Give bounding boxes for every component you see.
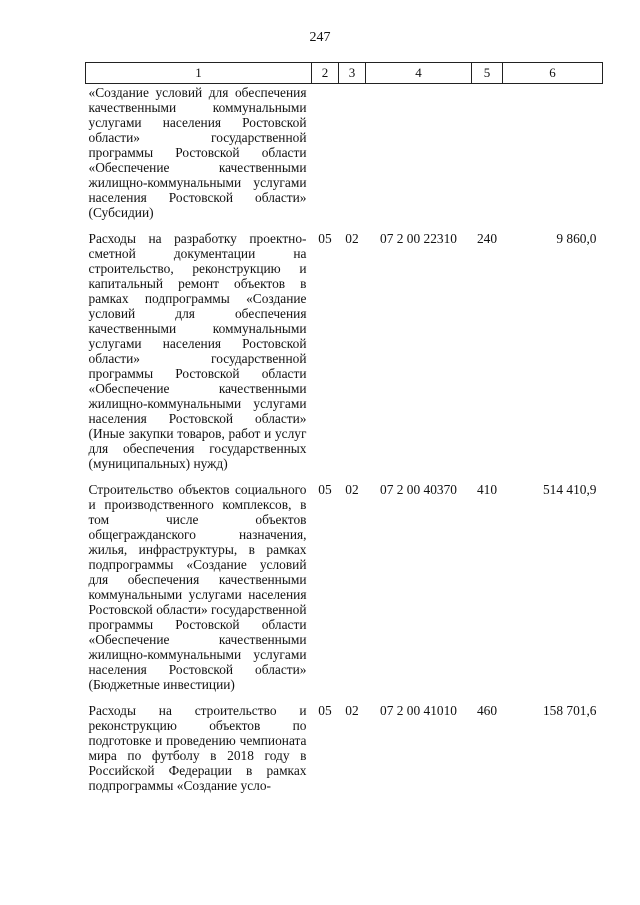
header-col-4: 4 (366, 63, 472, 84)
row-target-article: 07 2 00 40370 (380, 482, 457, 497)
header-col-3: 3 (339, 63, 366, 84)
table-row (86, 84, 603, 228)
header-col-2: 2 (312, 63, 339, 84)
row-section: 05 (318, 703, 332, 718)
row-expense-type (472, 84, 503, 228)
row-section: 05 (318, 482, 332, 497)
row-subsection (339, 84, 366, 228)
row-subsection: 02 (345, 482, 359, 497)
table-header-row (86, 63, 603, 84)
row-description: Строительство объектов социального и производственного комплексов, в том числе объектов общегражданского назначения, жилья, инфраструктуры, в рамках подпрограммы «Создание условий для обеспечения качественными коммунальными услугами населения Ростовской области» государственной программы Ростовской области «Обеспечение качественными жилищно-коммунальными услугами населения Ростовской области» (Бюджетные инвестиции) (88, 482, 307, 692)
row-expense-type: 240 (476, 231, 498, 246)
row-expense-type: 410 (476, 482, 498, 497)
row-expense-type: 460 (476, 703, 498, 718)
budget-table (85, 62, 602, 800)
row-amount: 514 410,9 (542, 482, 597, 497)
row-description: Расходы на строительство и реконструкцию объектов по подготовке и проведению чемпионата мира по футболу в 2018 году в Российской Федерации в рамках подпрограммы «Создание усло- (88, 703, 307, 793)
row-amount (503, 84, 603, 228)
row-subsection: 02 (345, 703, 359, 718)
row-description: «Создание условий для обеспечения качественными коммунальными услугами населения Ростовской области» государственной программы Ростовской области «Обеспечение качественными жилищно-коммунальными услугами населения Ростовской области» (Субсидии) (88, 85, 307, 220)
header-col-5: 5 (472, 63, 503, 84)
row-amount: 9 860,0 (556, 231, 597, 246)
row-target-article (366, 84, 472, 228)
table-row (86, 478, 603, 699)
row-description: Расходы на разработку проектно-сметной документации на строительство, реконструкцию и капитальный ремонт объектов в рамках подпрограммы «Создание условий для обеспечения качественными коммунальными услугами населения Ростовской области» государственной программы Ростовской области «Обеспечение качественными жилищно-коммунальными услугами населения Ростовской области» (Иные закупки товаров, работ и услуг для обеспечения государственных (муниципальных) нужд) (88, 231, 307, 471)
page-number: 247 (309, 30, 331, 45)
row-section (312, 84, 339, 228)
header-col-1: 1 (86, 63, 312, 84)
row-section: 05 (318, 231, 332, 246)
header-col-6: 6 (503, 63, 603, 84)
row-amount: 158 701,6 (542, 703, 597, 718)
row-target-article: 07 2 00 41010 (380, 703, 457, 718)
table-row (86, 699, 603, 800)
table-row (86, 227, 603, 478)
row-target-article: 07 2 00 22310 (380, 231, 457, 246)
row-subsection: 02 (345, 231, 359, 246)
